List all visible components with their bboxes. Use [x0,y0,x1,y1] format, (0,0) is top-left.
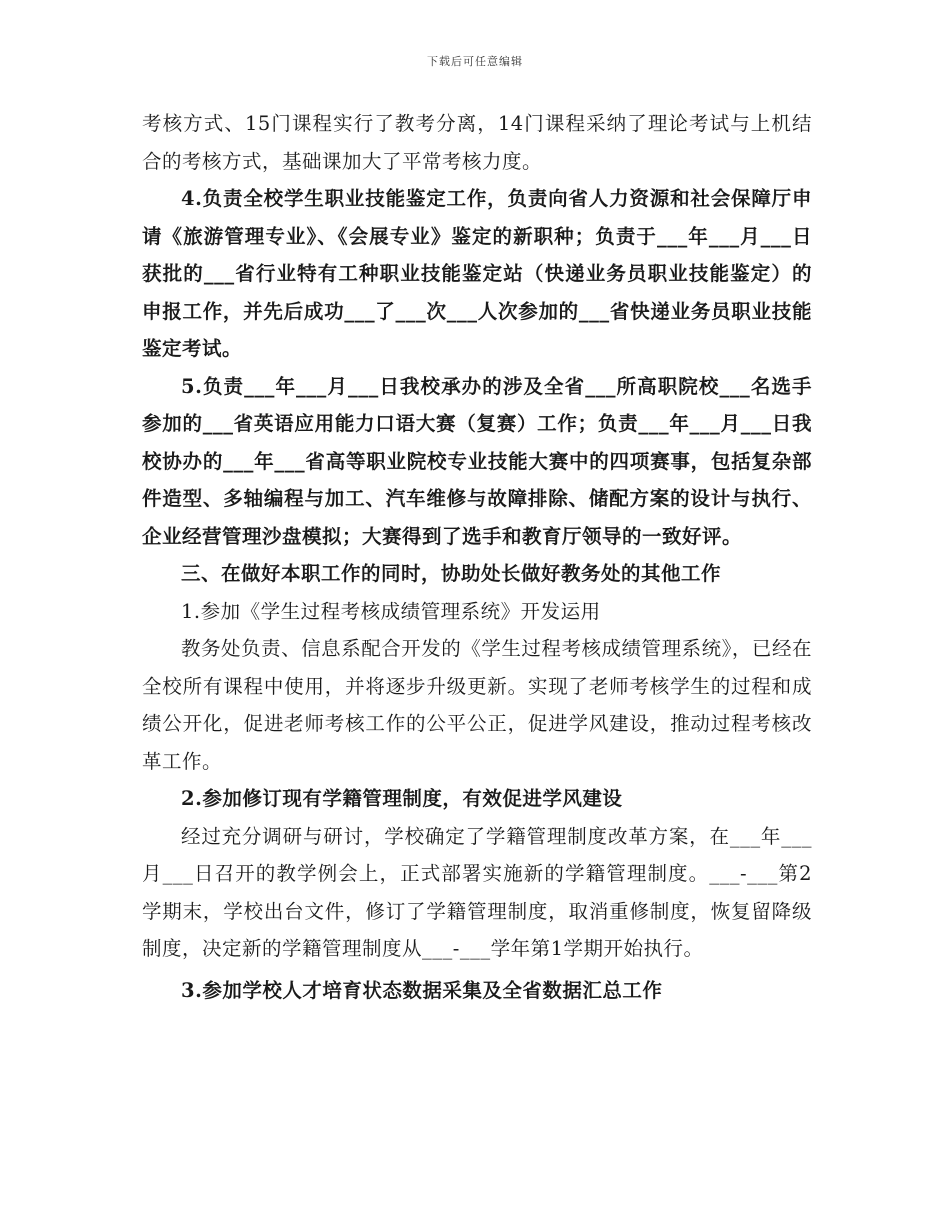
section-heading-three: 三、在做好本职工作的同时，协助处长做好教务处的其他工作 [181,562,722,585]
paragraph-grade-system: 教务处负责、信息系配合开发的《学生过程考核成绩管理系统》，已经在全校所有课程中使用，并将逐步升级更新。实现了老师考核学生的过程和成绩公开化，促进老师考核工作的公平公正，促进学风建设，推动过程考核改革工作。 [142,637,812,773]
subheading-1-grade-system: 1.参加《学生过程考核成绩管理系统》开发运用 [181,599,601,623]
paragraph-assessment-methods: 考核方式、15门课程实行了教考分离，14门课程采纳了理论考试与上机结合的考核方式，基础课加大了平常考核力度。 [142,112,812,173]
paragraph-registry-system: 经过充分调研与研讨，学校确定了学籍管理制度改革方案，在___年___月___日召开的教学例会上，正式部署实施新的学籍管理制度。___-___第2学期末，学校出台文件，修订了学籍管理制度，取消重修制度，恢复留降级制度，决定新的学籍管理制度从___-___学年第1学期开始执行。 [142,824,812,960]
document-body [142,105,812,1009]
subheading-3-data-collection: 3.参加学校人才培育状态数据采集及全省数据汇总工作 [181,978,663,1002]
subheading-2-registry-system: 2.参加修订现有学籍管理制度，有效促进学风建设 [181,787,623,810]
page-header: 下载后可任意编辑 [427,55,523,68]
paragraph-item-5-competitions: 5.负责___年___月___日我校承办的涉及全省___所高职院校___名选手参加的___省英语应用能力口语大赛（复赛）工作；负责___年___月___日我校协办的___年___省高等职业院校专业技能大赛中的四项赛事，包括复杂部件造型、多轴编程与加工、汽车维修与故障排除、储配方案的设计与执行、企业经营管理沙盘模拟；大赛得到了选手和教育厅领导的一致好评。 [142,374,812,548]
paragraph-item-4-skill-appraisal: 4.负责全校学生职业技能鉴定工作，负责向省人力资源和社会保障厅申请《旅游管理专业》、《会展专业》鉴定的新职种；负责于___年___月___日获批的___省行业特有工种职业技能鉴定站（快递业务员职业技能鉴定）的申报工作，并先后成功___了___次___人次参加的___省快递业务员职业技能鉴定考试。 [142,187,812,360]
